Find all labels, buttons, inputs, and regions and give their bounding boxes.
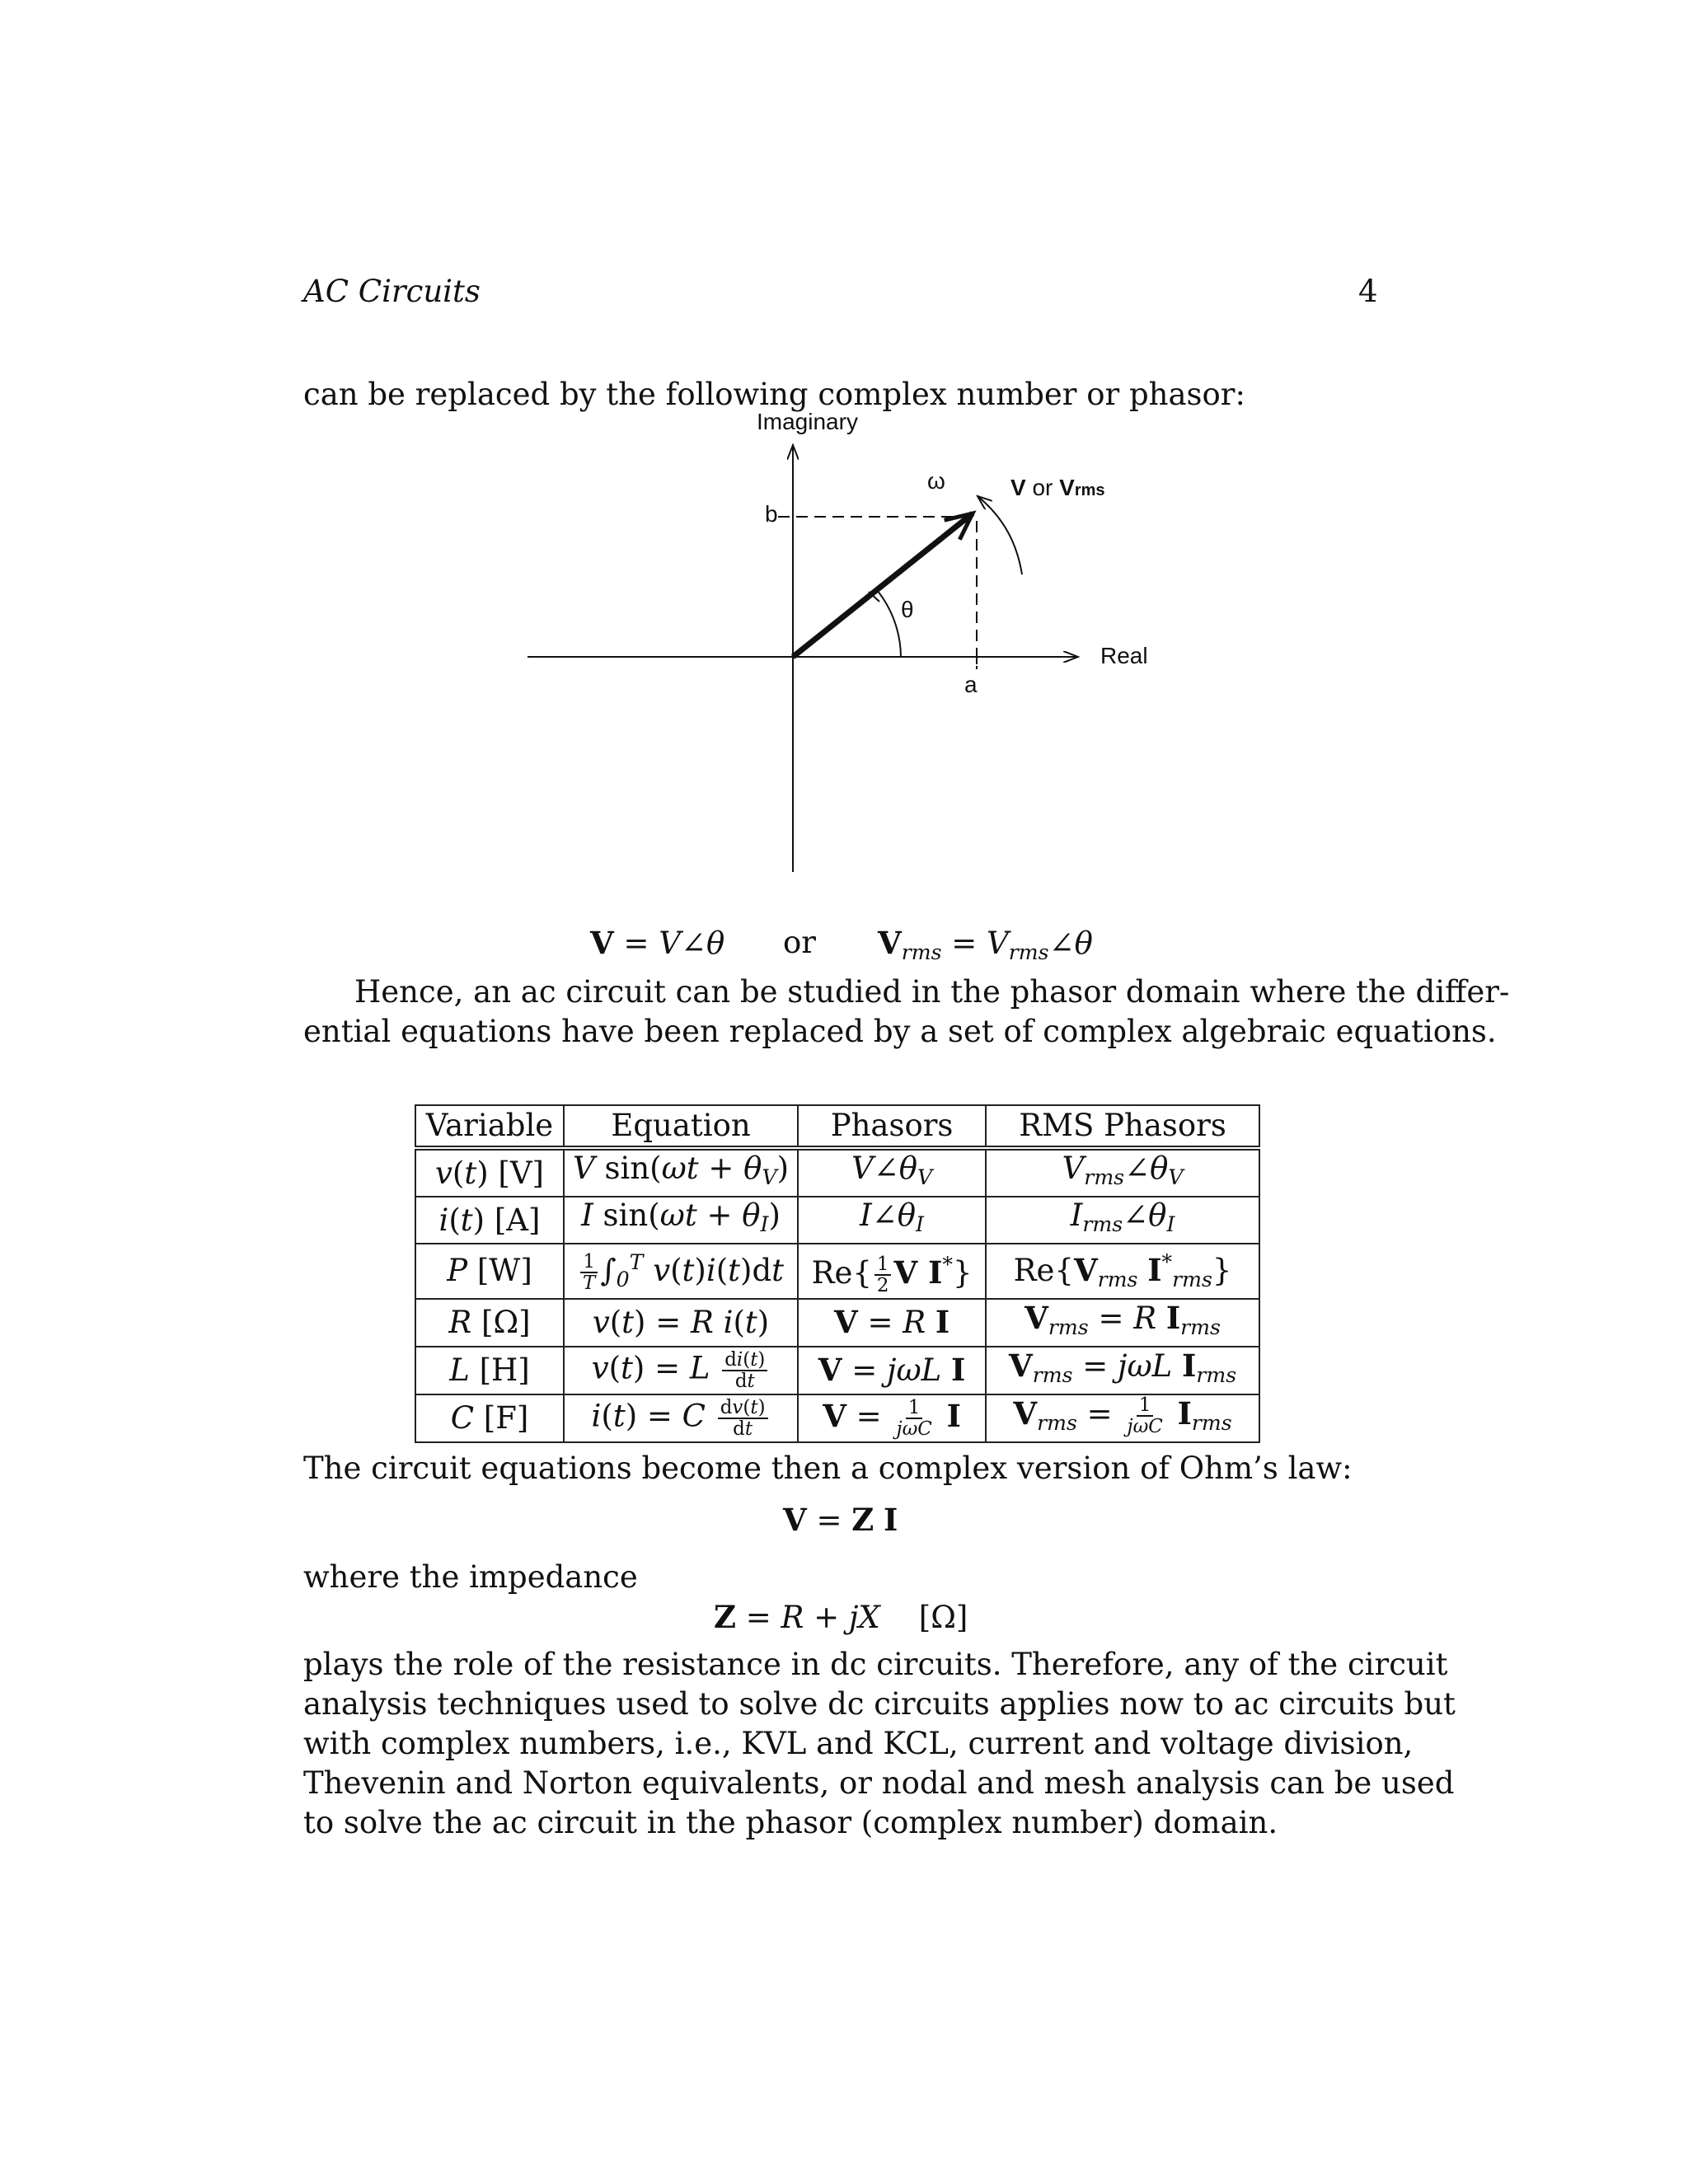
ohm-intro-text: The circuit equations become then a complex version of Ohm’s law: [303,1451,1353,1486]
table-header-row [415,1105,1259,1148]
header-variable: Variable [415,1105,564,1148]
phasor-equation-left: V = V∠θ [590,925,725,961]
cell-phasor: $I\angle\theta_I$ [798,1197,986,1244]
vector-label: V or Vrms [1010,475,1105,500]
cell-rms-phasor: $V_{rms} = j\omega L$ $I_{rms}$ [986,1347,1259,1394]
cell-variable: R [Ω] [415,1299,564,1347]
cell-rms-phasor: $I_{rms}\angle\theta_I$ [986,1197,1259,1244]
hence-line-2: ential equations have been replaced by a set of complex algebraic equations. [303,1014,1497,1049]
cell-phasor: Re{ $\frac{1}{2}$ V I*} [798,1244,986,1299]
cell-equation: v(t) = L $\frac{di(t)}{dt}$ [564,1347,798,1394]
impedance-equation: Z = R + jX [Ω] [714,1599,968,1635]
cell-variable: C [F] [415,1394,564,1442]
header-rms-phasors: RMS Phasors [986,1105,1259,1148]
running-header-title: AC Circuits [303,274,481,309]
table-row [415,1394,1259,1442]
phasor-equation-or: or [783,925,816,960]
phasor-equation-right: $V_{rms}$ = $V_{rms}\angle\theta$ [878,925,1093,965]
final-paragraph-line: analysis techniques used to solve dc circuits applies now to ac circuits but [303,1686,1456,1722]
cell-equation: v(t) = R i(t) [564,1299,798,1347]
omega-label: ω [927,468,945,494]
table-row [415,1197,1259,1244]
table-row [415,1347,1259,1394]
ohm-equation: V = Z I [783,1502,898,1538]
cell-rms-phasor: $V_{rms} = R$ $I_{rms}$ [986,1299,1259,1347]
b-label: b [765,501,778,527]
cell-rms-phasor: $Re\{V_{rms}$ $I^*_{rms}$} [986,1244,1259,1299]
cell-variable: v(t) [V] [415,1148,564,1197]
page-number: 4 [1358,274,1378,309]
cell-variable: L [H] [415,1347,564,1394]
cell-phasor: V = R I [798,1299,986,1347]
final-paragraph-line: Thevenin and Norton equivalents, or nodal and mesh analysis can be used [303,1765,1455,1801]
theta-label: θ [901,597,914,622]
table-row [415,1148,1259,1197]
final-paragraph-line: with complex numbers, i.e., KVL and KCL, current and voltage division, [303,1726,1414,1761]
real-axis-label: Real [1100,643,1148,668]
cell-rms-phasor: $V_{rms}$ = $\frac{1}{\text{jωC}}$ $I_{rms}$ [986,1394,1259,1442]
final-paragraph-line: to solve the ac circuit in the phasor (complex number) domain. [303,1805,1278,1840]
phasor-diagram [0,0,1688,907]
hence-line-1: Hence, an ac circuit can be studied in the phasor domain where the differ- [354,974,1510,1010]
cell-equation: V $\sin(\omega t + \theta_V)$ [564,1148,798,1197]
phasor-vector [793,513,973,657]
phasor-table [415,1104,1260,1443]
imaginary-axis-label: Imaginary [757,409,858,434]
final-paragraph-line: plays the role of the resistance in dc circuits. Therefore, any of the circuit [303,1647,1448,1682]
theta-arc [877,590,901,657]
cell-phasor: V = jωL I [798,1347,986,1394]
header-equation: Equation [564,1105,798,1148]
impedance-intro-text: where the impedance [303,1559,638,1595]
omega-rotation-arrow [978,496,1022,574]
intro-text: can be replaced by the following complex number or phasor: [303,377,1245,412]
cell-equation: $\frac{1}{T}$ $\int_0^T$ v(t)i(t)dt [564,1244,798,1299]
cell-equation: i(t) = C $\frac{dv(t)}{dt}$ [564,1394,798,1442]
table-row [415,1244,1259,1299]
cell-phasor: $V\angle\theta_V$ [798,1148,986,1197]
cell-phasor: V = $\frac{1}{\text{jωC}}$ I [798,1394,986,1442]
cell-equation: I $\sin(\omega t + \theta_I)$ [564,1197,798,1244]
a-label: a [964,672,978,697]
cell-variable: P [W] [415,1244,564,1299]
table-row [415,1299,1259,1347]
cell-variable: i(t) [A] [415,1197,564,1244]
header-phasors: Phasors [798,1105,986,1148]
cell-rms-phasor: $V_{rms}\angle\theta_V$ [986,1148,1259,1197]
